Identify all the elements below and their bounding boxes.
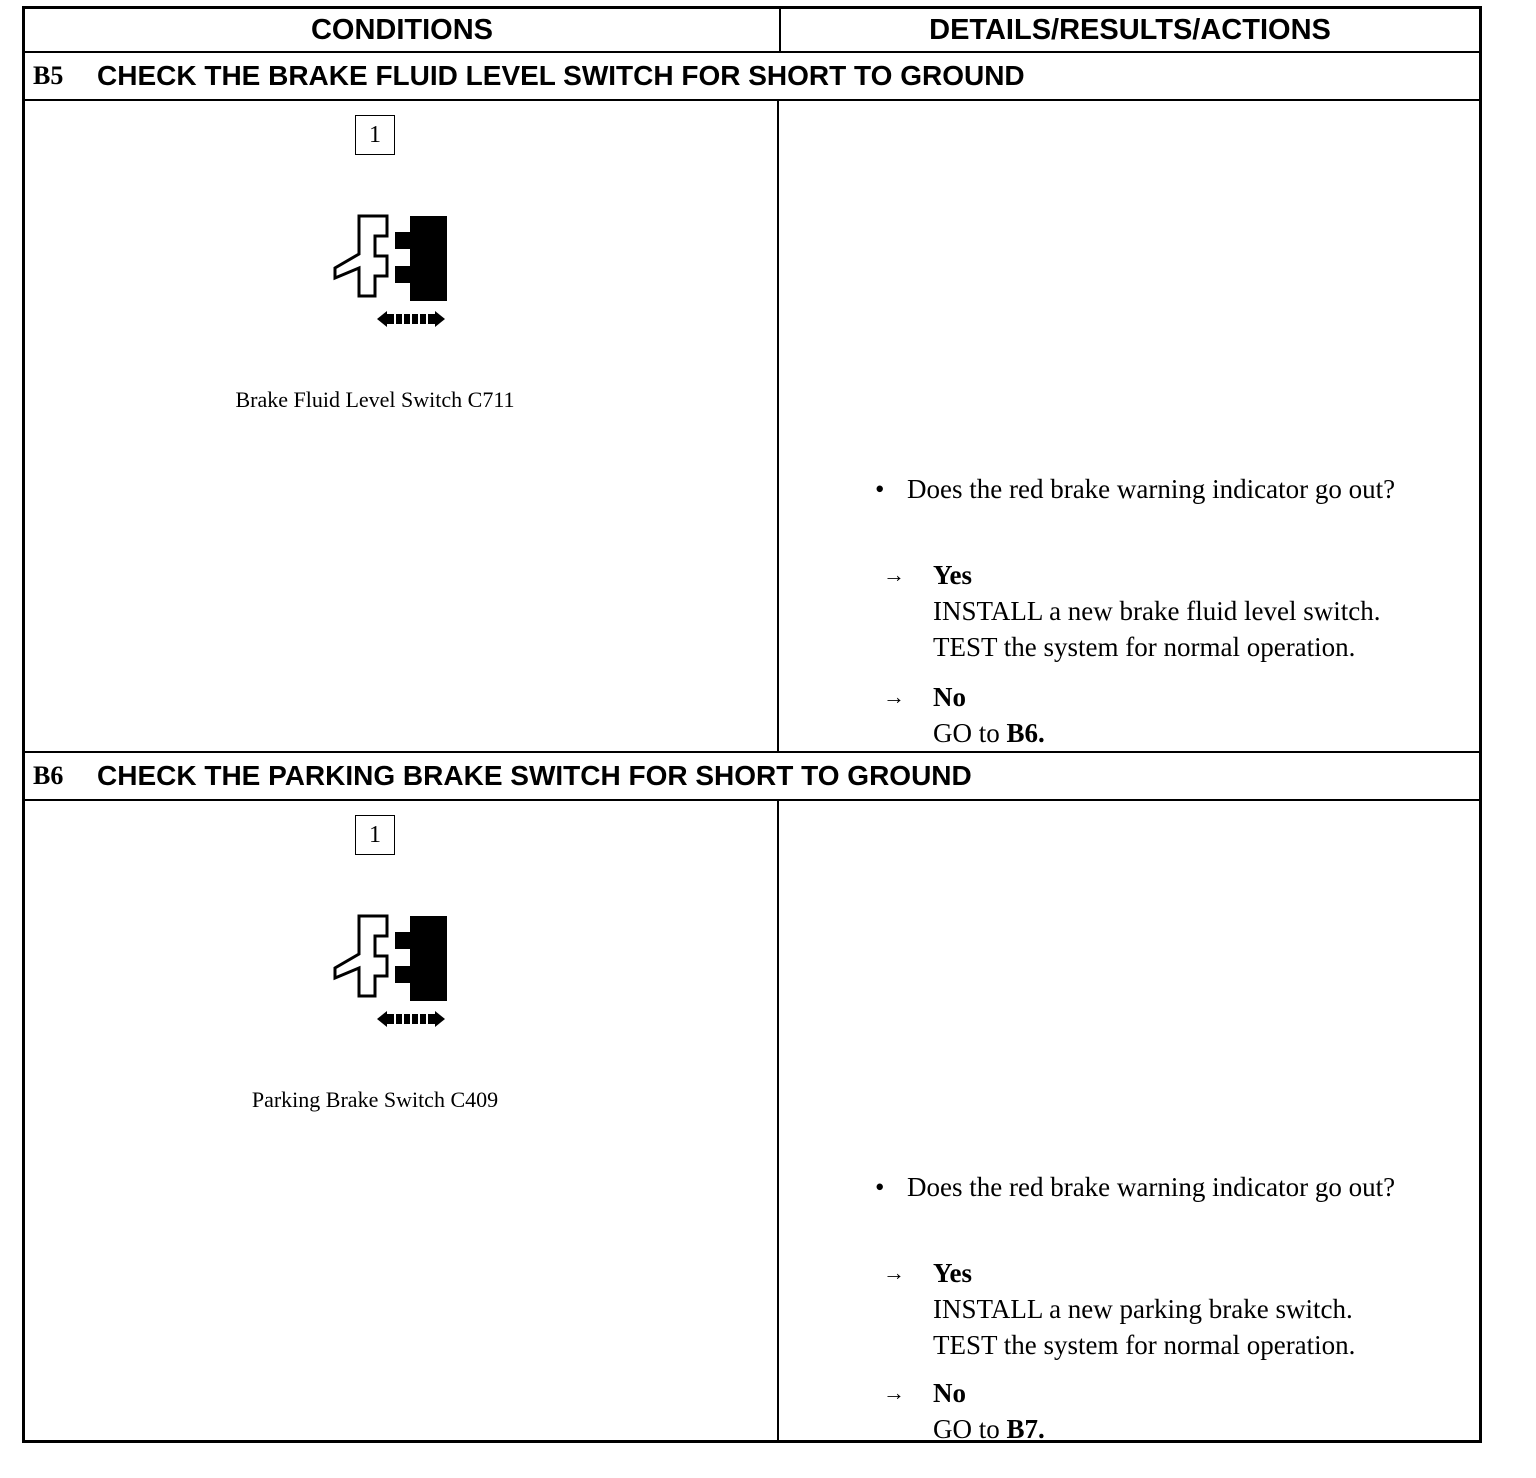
yes-result: → Yes INSTALL a new parking brake switch. TEST the system for normal operation. bbox=[883, 1255, 1443, 1363]
connector-disconnect-icon bbox=[307, 211, 447, 341]
connector-disconnect-icon bbox=[307, 911, 447, 1041]
step-number: 1 bbox=[355, 115, 395, 155]
connector-caption: Brake Fluid Level Switch C711 bbox=[235, 387, 515, 412]
no-result: → No GO to B6. bbox=[883, 679, 1443, 751]
section-title-b6 bbox=[25, 753, 1479, 801]
arrow-right-icon: → bbox=[883, 1380, 905, 1405]
section-body-b5 bbox=[25, 101, 1479, 753]
details-cell bbox=[779, 101, 1479, 751]
no-result: → No GO to B7. bbox=[883, 1375, 1443, 1447]
section-body-b6 bbox=[25, 801, 1479, 1444]
table-header bbox=[25, 9, 1479, 53]
diagnostic-table bbox=[22, 6, 1482, 1443]
yes-result: → Yes INSTALL a new brake fluid level switch. TEST the system for normal operation. bbox=[883, 557, 1443, 665]
question: • Does the red brake warning indicator go out? bbox=[875, 1169, 1435, 1205]
section-heading: CHECK THE PARKING BRAKE SWITCH FOR SHORT TO GROUND bbox=[97, 760, 972, 791]
conditions-cell bbox=[25, 101, 779, 751]
connector-caption: Parking Brake Switch C409 bbox=[251, 1087, 499, 1112]
header-conditions: CONDITIONS bbox=[25, 9, 781, 51]
arrow-right-icon: → bbox=[883, 562, 905, 587]
section-title-b5 bbox=[25, 53, 1479, 101]
bullet-icon: • bbox=[875, 1172, 885, 1202]
header-details: DETAILS/RESULTS/ACTIONS bbox=[929, 13, 1331, 46]
conditions-cell bbox=[25, 801, 779, 1441]
step-number: 1 bbox=[355, 815, 395, 855]
question: • Does the red brake warning indicator go out? bbox=[875, 471, 1435, 507]
section-code: B5 bbox=[33, 61, 64, 90]
details-cell bbox=[779, 801, 1479, 1444]
bullet-icon: • bbox=[875, 474, 885, 504]
section-heading: CHECK THE BRAKE FLUID LEVEL SWITCH FOR SHORT TO GROUND bbox=[97, 60, 1025, 91]
arrow-right-icon: → bbox=[883, 1260, 905, 1285]
arrow-right-icon: → bbox=[883, 684, 905, 709]
section-code: B6 bbox=[33, 761, 64, 790]
